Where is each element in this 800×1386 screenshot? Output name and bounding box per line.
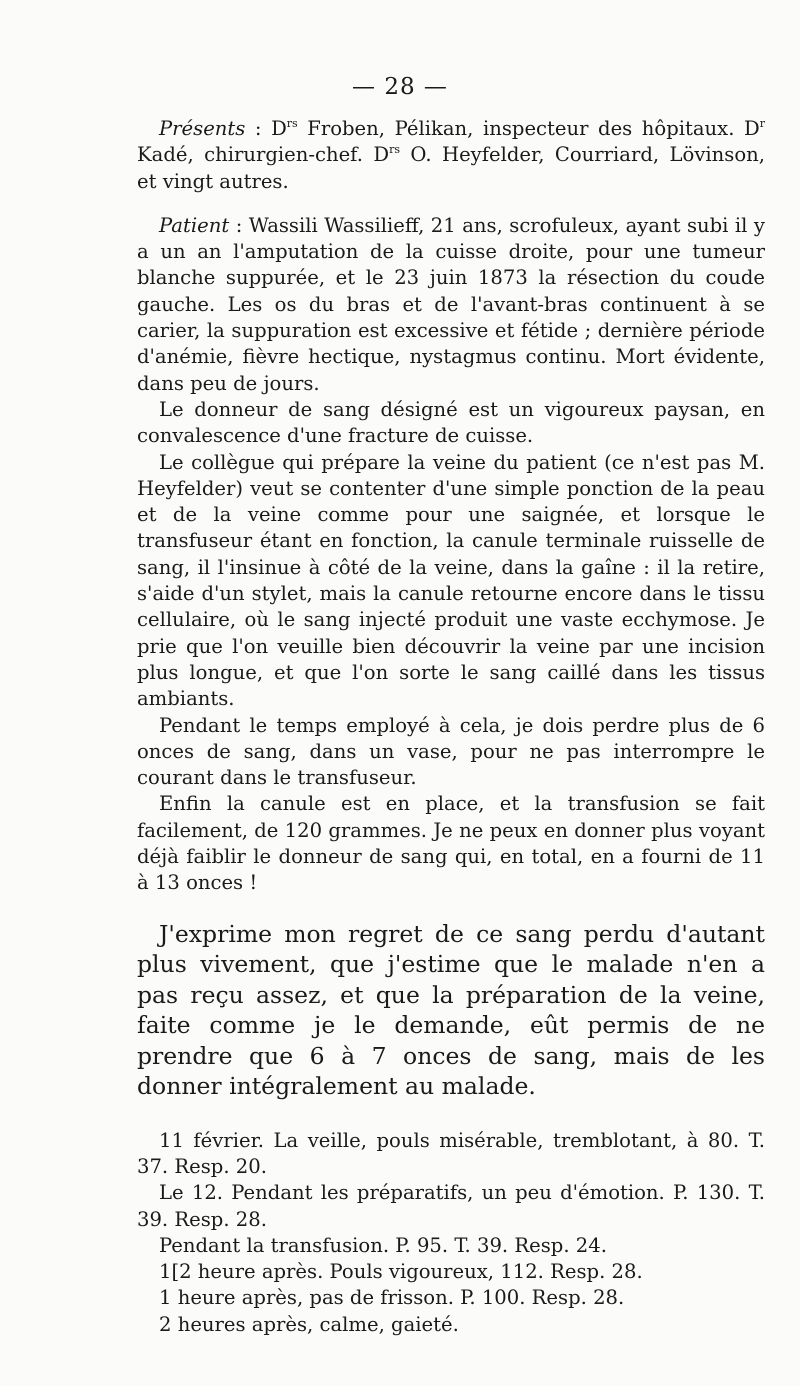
paragraph-blood-loss: Pendant le temps employé à cela, je dois perdre plus de 6 onces de sang, dans un vase, pour ne pas interrompre le courant dans le transfuseur.: [137, 713, 765, 790]
paragraph-feb-11: 11 février. La veille, pouls misérable, tremblotant, à 80. T. 37. Resp. 20.: [137, 1128, 765, 1178]
paragraph-canule: Enfin la canule est en place, et la transfusion se fait facilement, de 120 grammes. Je ne peux en donner plus voyant déjà faiblir le donneur de sang qui, en total, en a fourni de 11 à 13 onces !: [137, 792, 765, 895]
paragraph-half-hour: 1[2 heure après. Pouls vigoureux, 112. Resp. 28.: [159, 1260, 643, 1284]
paragraph-two-hours: 2 heures après, calme, gaieté.: [159, 1312, 459, 1336]
patient-label: Patient: [159, 213, 230, 237]
paragraph-transfusion: Pendant la transfusion. P. 95. T. 39. Resp. 24.: [159, 1233, 607, 1257]
paragraph-donor: Le donneur de sang désigné est un vigoureux paysan, en convalescence d'une fracture de cuisse.: [137, 397, 765, 448]
paragraph-one-hour: 1 heure après, pas de frisson. P. 100. Resp. 28.: [159, 1286, 625, 1310]
paragraph-presents: Présents : $D^{rs}$ Froben, Pélikan, inspecteur des hôpitaux. $D^r$ Kadé, chirurgien-chef. $D^{rs}$ O. Heyfelder, Courriard, Lövinson, et vingt autres.: [137, 117, 765, 193]
paragraph-patient: Patient : Wassili Wassilieff, 21 ans, scrofuleux, ayant subi il y a un an l'amputation de la cuisse droite, pour une tumeur blanche suppurée, et le 23 juin 1873 la résection du coude gauche. Les os du bras et de l'avant-bras continuent à se carier, la suppuration est excessive et fétide ; dernière période d'anémie, fièvre hectique, nystagmus continu. Mort évidente, dans peu de jours.: [137, 213, 765, 395]
body-text: [137, 116, 765, 1338]
presents-label: Présents: [159, 117, 246, 140]
paragraph-regret: J'exprime mon regret de ce sang perdu d'autant plus vivement, que j'estime que le malade n'en a pas reçu assez, et que la préparation de la veine, faite comme je le demande, eût permis de ne prendre que 6 à 7 onces de sang, mais de les donner intégralement au malade.: [137, 919, 765, 1101]
paragraph-colleague: Le collègue qui prépare la veine du patient (ce n'est pas M. Heyfelder) veut se contenter d'une simple ponction de la peau et de la veine comme pour une saignée, et lorsque le transfuseur étant en fonction, la canule terminale ruisselle de sang, il l'insinue à côté de la veine, dans la gaîne : il la retire, s'aide d'un stylet, mais la canule retourne encore dans le tissu cellulaire, où le sang injecté produit une vaste ecchymose. Je prie que l'on veuille bien découvrir la veine par une incision plus longue, et que l'on sorte le sang caillé dans les tissus ambiants.: [137, 450, 765, 711]
page-number: — 28 —: [352, 74, 448, 100]
paragraph-feb-12: Le 12. Pendant les préparatifs, un peu d'émotion. P. 130. T. 39. Resp. 28.: [137, 1181, 765, 1231]
